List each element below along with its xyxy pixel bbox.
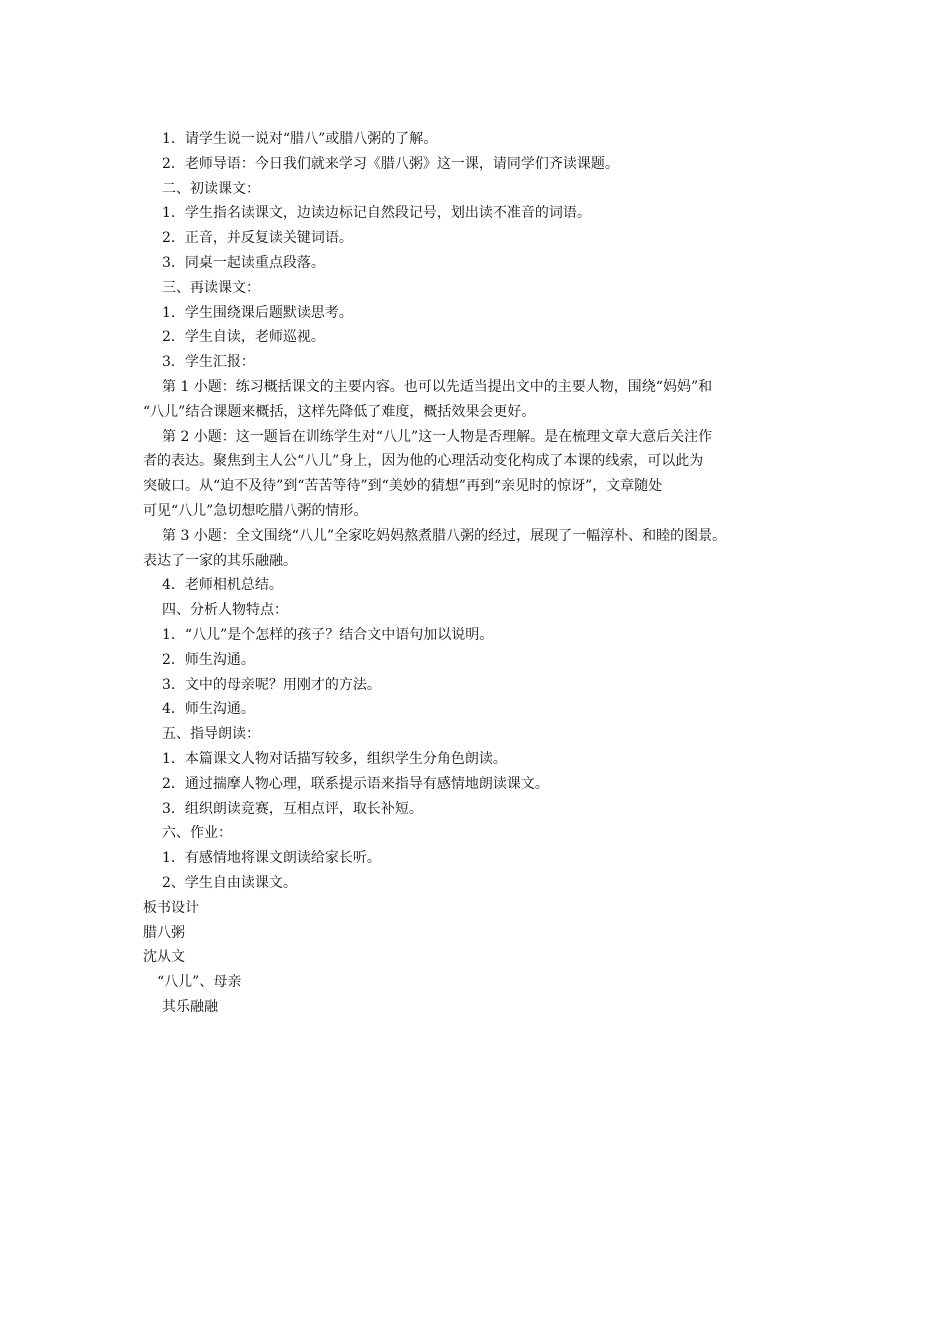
document-body — [143, 127, 813, 1020]
board-characters: “八儿”、母亲 — [157, 974, 242, 991]
board-author: 沈从文 — [143, 949, 185, 966]
paragraph-line: 第 1 小题：练习概括课文的主要内容。也可以先适当提出文中的主要人物，围绕“妈妈”和 — [162, 378, 713, 395]
text-line: 1．本篇课文人物对话描写较多，组织学生分角色朗读。 — [162, 750, 507, 767]
section-heading: 三、再读课文： — [162, 279, 260, 296]
text-line: 3．同桌一起读重点段落。 — [162, 254, 325, 271]
text-line: 2、学生自由读课文。 — [162, 874, 297, 891]
text-line: 1．学生围绕课后题默读思考。 — [162, 304, 353, 321]
text-line: 2．师生沟通。 — [162, 651, 255, 668]
text-line: 1．有感情地将课文朗读给家长听。 — [162, 850, 381, 867]
paragraph-line: “八儿”结合课题来概括，这样先降低了难度，概括效果会更好。 — [143, 403, 536, 420]
text-line: 3．学生汇报： — [162, 354, 255, 371]
text-line: 4．老师相机总结。 — [162, 577, 283, 594]
text-line: 2．正音，并反复读关键词语。 — [162, 230, 353, 247]
text-line: 2．老师导语：今日我们就来学习《腊八粥》这一课，请同学们齐读课题。 — [162, 155, 619, 172]
paragraph-line: 第 3 小题：全文围绕“八儿”全家吃妈妈熬煮腊八粥的经过，展现了一幅淳朴、和睦的图景。 — [162, 527, 727, 544]
paragraph-line: 者的表达。聚焦到主人公“八儿”身上，因为他的心理活动变化构成了本课的线索，可以此为 — [143, 453, 704, 470]
text-line: 1．请学生说一说对“腊八”或腊八粥的了解。 — [162, 131, 438, 147]
text-line: 1．“八儿”是个怎样的孩子？结合文中语句加以说明。 — [162, 626, 494, 643]
text-line: 1．学生指名读课文，边读边标记自然段记号，划出读不准音的词语。 — [162, 205, 591, 222]
text-line: 2．学生自读，老师巡视。 — [162, 329, 325, 346]
paragraph-line: 第 2 小题：这一题旨在训练学生对“八儿”这一人物是否理解。是在梳理文章大意后关注作 — [162, 428, 713, 445]
paragraph-line: 突破口。从“迫不及待”到“苦苦等待”到“美妙的猜想”再到“亲见时的惊讶”，文章随处 — [143, 478, 663, 495]
section-heading: 四、分析人物特点： — [162, 602, 288, 619]
section-heading: 二、初读课文： — [162, 180, 260, 197]
paragraph-line: 可见“八儿”急切想吃腊八粥的情形。 — [143, 502, 368, 519]
text-line: 4．师生沟通。 — [162, 701, 255, 718]
text-line: 2．通过揣摩人物心理，联系提示语来指导有感情地朗读课文。 — [162, 775, 549, 792]
board-title: 腊八粥 — [143, 924, 185, 941]
paragraph-line: 表达了一家的其乐融融。 — [143, 552, 297, 569]
board-design-heading: 板书设计 — [143, 899, 199, 916]
section-heading: 五、指导朗读： — [162, 726, 260, 743]
board-theme: 其乐融融 — [162, 998, 218, 1015]
text-line: 3．组织朗读竞赛，互相点评，取长补短。 — [162, 800, 423, 817]
text-line: 3．文中的母亲呢？用刚才的方法。 — [162, 676, 381, 693]
section-heading: 六、作业： — [162, 825, 232, 842]
